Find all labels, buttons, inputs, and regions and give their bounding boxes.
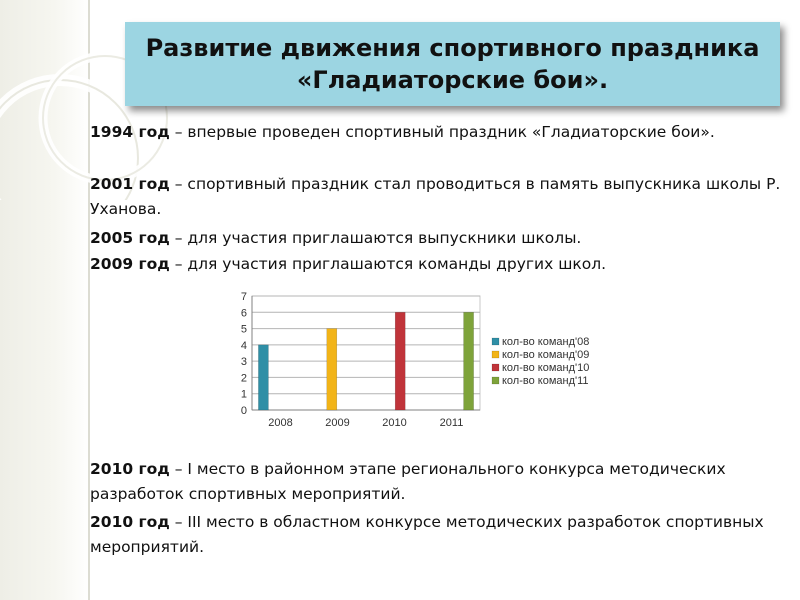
legend-swatch — [492, 351, 499, 358]
y-tick-label: 3 — [240, 356, 247, 369]
award-paragraph-oblast — [90, 510, 795, 559]
teams-bar-chart — [230, 286, 630, 436]
history-paragraph-1994 — [90, 120, 795, 145]
paragraph-text: – впервые проведен спортивный праздник «Гладиаторские бои». — [169, 123, 715, 141]
y-tick-label: 6 — [240, 307, 247, 320]
paragraph-text: – для участия приглашаются команды других школ. — [169, 255, 607, 273]
legend-swatch — [492, 364, 499, 371]
x-tick-label: 2010 — [382, 417, 407, 429]
paragraph-text: – спортивный праздник стал проводиться в память выпускника школы Р. Уханова. — [90, 175, 781, 218]
legend-label: кол-во команд'08 — [502, 336, 590, 348]
year-label: 2010 год — [90, 460, 170, 478]
x-tick-label: 2008 — [268, 417, 293, 429]
bar — [327, 329, 337, 410]
x-tick-label: 2009 — [325, 417, 350, 429]
y-tick-label: 5 — [240, 323, 247, 336]
bar — [258, 345, 268, 410]
x-tick-label: 2011 — [439, 417, 464, 429]
history-paragraph-2009 — [90, 252, 795, 277]
title-banner — [125, 22, 780, 106]
history-paragraph-2005 — [90, 226, 795, 251]
legend-label: кол-во команд'11 — [502, 375, 589, 387]
year-label: 2005 год — [90, 229, 170, 247]
legend-label: кол-во команд'10 — [502, 362, 590, 374]
paragraph-text: – для участия приглашаются выпускники школы. — [169, 229, 582, 247]
legend-label: кол-во команд'09 — [502, 349, 590, 361]
history-paragraph-2001 — [90, 172, 795, 221]
paragraph-text: – I место в районном этапе регионального конкурса методических разработок спортивных мероприятий. — [90, 460, 726, 503]
legend-swatch — [492, 377, 499, 384]
year-label: 2009 год — [90, 255, 170, 273]
bar — [395, 312, 405, 410]
paragraph-text: – III место в областном конкурсе методических разработок спортивных мероприятий. — [90, 513, 764, 556]
slide-title: Развитие движения спортивного праздника «Гладиаторские бои». — [145, 34, 760, 94]
award-paragraph-regional — [90, 457, 795, 506]
y-tick-label: 1 — [240, 388, 247, 401]
legend-swatch — [492, 338, 499, 345]
year-label: 2001 год — [90, 175, 170, 193]
y-tick-label: 4 — [240, 339, 247, 352]
plot-area — [252, 296, 480, 410]
y-tick-label: 2 — [240, 372, 247, 385]
bar — [464, 312, 474, 410]
y-tick-label: 0 — [240, 405, 247, 417]
year-label: 2010 год — [90, 513, 170, 531]
year-label: 1994 год — [90, 123, 170, 141]
y-tick-label: 7 — [240, 291, 247, 303]
